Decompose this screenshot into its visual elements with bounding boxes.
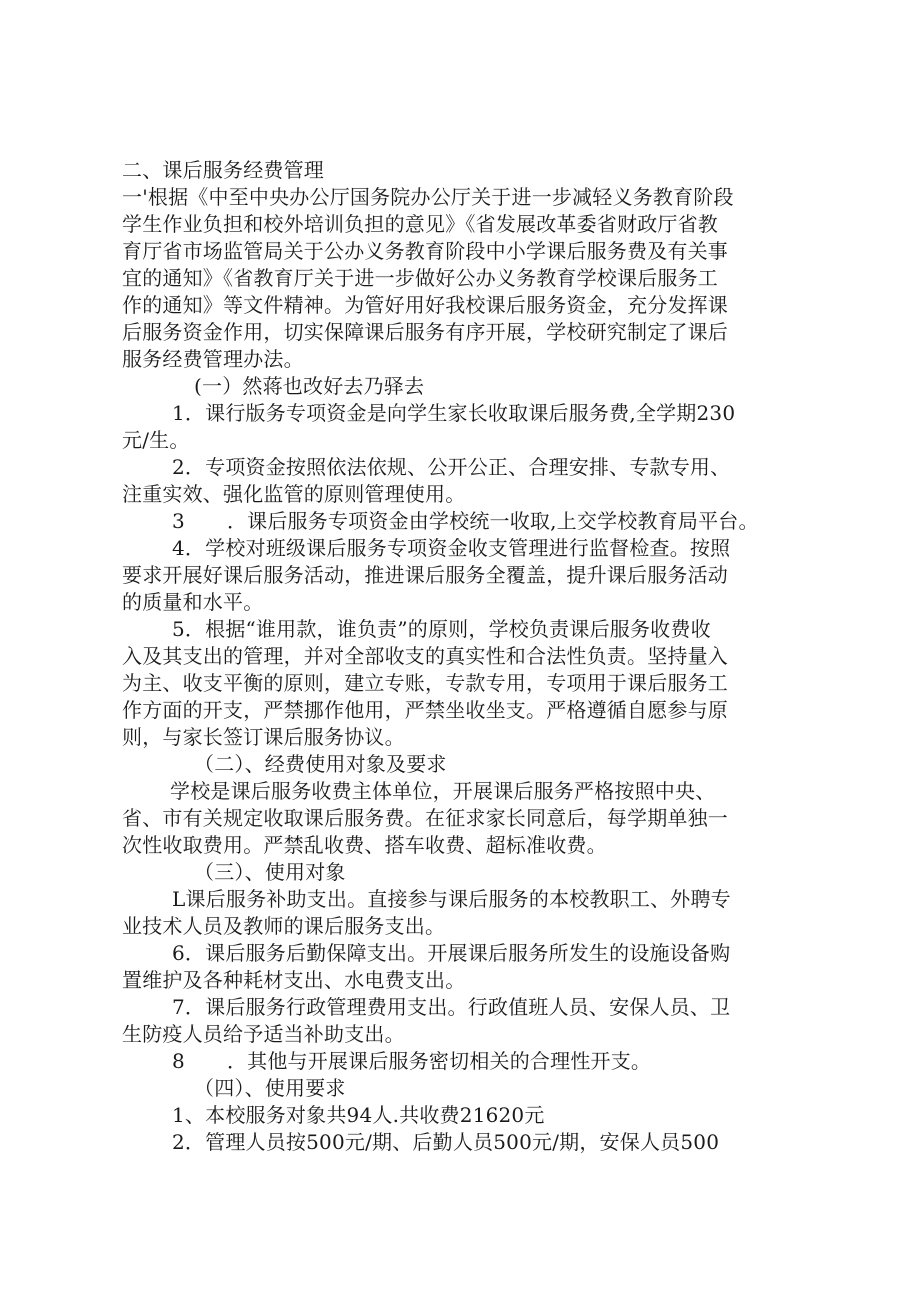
paragraph-line: 要求开展好课后服务活动，推进课后服务全覆盖，提升课后服务活动	[122, 563, 728, 587]
list-text: ．其他与开展课后服务密切相关的合理性开支。	[226, 1049, 652, 1073]
subsection-heading: (一）然蒋也改好去乃驿去	[194, 374, 425, 398]
paragraph-line: 置维护及各种耗材支出、水电费支出。	[122, 968, 466, 992]
paragraph-line: 次性收取费用。严禁乱收费、搭车收费、超标准收费。	[122, 833, 607, 857]
list-item: 6．课后服务后勤保障支出。开展课后服务所发生的设施设备购	[172, 941, 731, 965]
list-item: 7．课后服务行政管理费用支出。行政值班人员、安保人员、卫	[172, 995, 731, 1019]
paragraph-line: 育厅省市场监管局关于公办义务教育阶段中小学课后服务费及有关事	[122, 239, 728, 263]
paragraph-line: 一'根据《中至中央办公厅国务院办公厅关于进一步减轻义务教育阶段	[122, 185, 734, 209]
list-item: 1、本校服务对象共94人.共收费21620元	[172, 1103, 545, 1127]
paragraph-line: 入及其支出的管理，并对全部收支的真实性和合法性负责。坚持量入	[122, 644, 728, 668]
list-item	[122, 508, 822, 535]
paragraph-line: 宜的通知》《省教育厅关于进一步做好公办义务教育学校课后服务工	[122, 266, 718, 290]
paragraph-line: 学生作业负担和校外培训负担的意见》《省发展改革委省财政厅省教	[122, 212, 718, 236]
list-item: 4．学校对班级课后服务专项资金收支管理进行监督检查。按照	[172, 536, 731, 560]
document-page	[122, 157, 822, 1156]
paragraph-line: 学校是课后服务收费主体单位，开展课后服务严格按照中央、	[170, 779, 716, 803]
list-number: 3	[172, 509, 185, 533]
paragraph-line: 生防疫人员给予适当补助支出。	[122, 1022, 405, 1046]
list-item	[122, 1048, 822, 1075]
paragraph-line: 为主、收支平衡的原则，建立专账，专款专用，专项用于课后服务工	[122, 671, 728, 695]
list-item: 1．课行版务专项资金是向学生家长收取课后服务费,全学期230	[172, 401, 736, 425]
paragraph-line: 业技术人员及教师的课后服务支出。	[122, 914, 446, 938]
list-item: 5．根据“谁用款，谁负责”的原则，学校负责课后服务收费收	[172, 617, 711, 641]
list-item: 2．专项资金按照依法依规、公开公正、合理安排、专款专用、	[172, 455, 731, 479]
paragraph-line: 省、市有关规定收取课后服务费。在征求家长同意后，每学期单独一	[122, 806, 728, 830]
paragraph-line: 服务经费管理办法。	[122, 347, 304, 371]
paragraph-line: 元/生。	[122, 428, 190, 452]
subsection-heading: （四）、使用要求	[194, 1076, 346, 1100]
list-number: 8	[172, 1049, 185, 1073]
list-text: ．课后服务专项资金由学校统一收取,上交学校教育局平台。	[226, 509, 759, 533]
list-item: L课后服务补助支出。直接参与课后服务的本校教职工、外聘专	[172, 887, 731, 911]
paragraph-line: 则，与家长签订课后服务协议。	[122, 725, 405, 749]
subsection-heading: （二）、经费使用对象及要求	[194, 752, 447, 776]
subsection-heading: （三）、使用对象	[194, 860, 346, 884]
paragraph-line: 后服务资金作用，切实保障课后服务有序开展，学校研究制定了课后	[122, 320, 728, 344]
paragraph-line: 注重实效、强化监管的原则管理使用。	[122, 482, 466, 506]
list-item: 2．管理人员按500元/期、后勤人员500元/期，安保人员500	[172, 1130, 720, 1154]
paragraph-line: 作方面的开支，严禁挪作他用，严禁坐收坐支。严格遵循自愿参与原	[122, 698, 728, 722]
paragraph-line: 的质量和水平。	[122, 590, 264, 614]
section-heading: 二、课后服务经费管理	[122, 158, 324, 182]
paragraph-line: 作的通知》等文件精神。为管好用好我校课后服务资金，充分发挥课	[122, 293, 728, 317]
